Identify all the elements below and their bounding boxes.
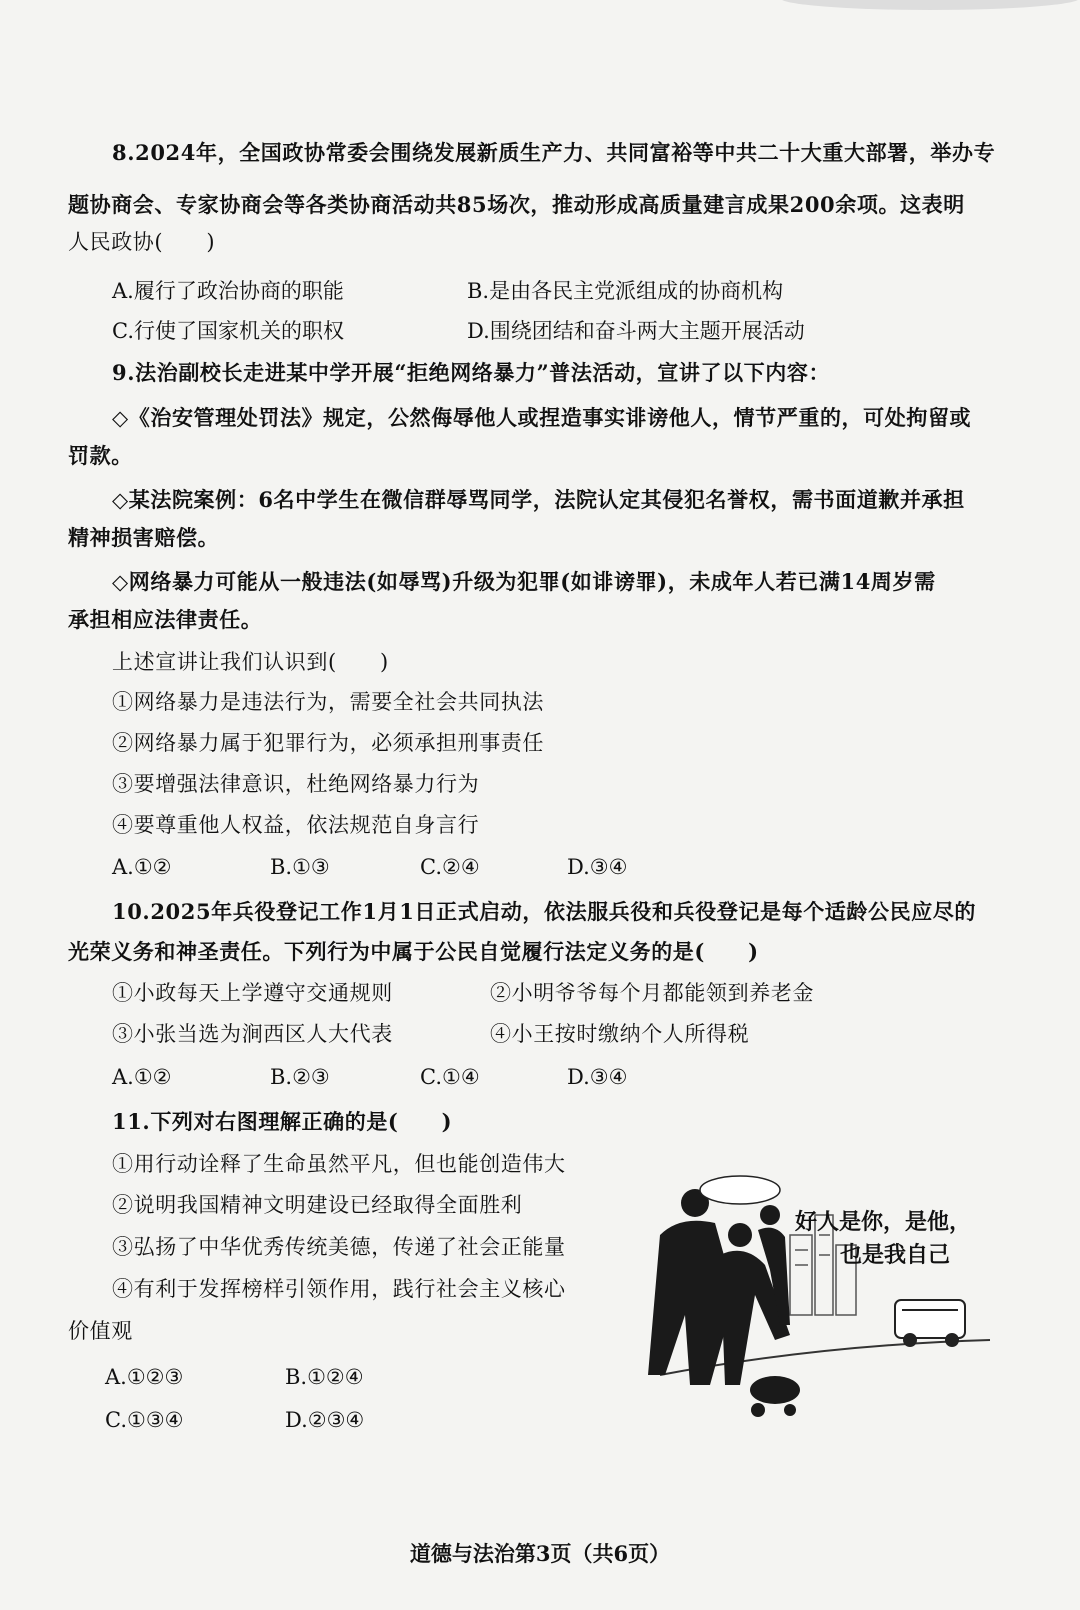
q9-statement-1: ①网络暴力是违法行为，需要全社会共同执法 (112, 690, 544, 714)
q9-point2-line2: 精神损害赔偿。 (68, 525, 220, 550)
q9-statement-2: ②网络暴力属于犯罪行为，必须承担刑事责任 (112, 731, 544, 755)
q8-line2: 题协商会、专家协商会等各类协商活动共85场次，推动形成高质量建言成果200余项。这表明 (68, 192, 965, 217)
q10-statement-1: ①小政每天上学遵守交通规则 (112, 981, 393, 1005)
q10-statement-2: ②小明爷爷每个月都能领到养老金 (490, 981, 814, 1005)
q9-point1-line2: 罚款。 (68, 443, 133, 468)
page-footer: 道德与法治第3页（共6页） (409, 1541, 671, 1566)
q8-line1: 8.2024年，全国政协常委会围绕发展新质生产力、共同富裕等中共二十大重大部署，举办专 (112, 140, 996, 165)
q10-option-c: C.①④ (420, 1065, 480, 1089)
q10-line2: 光荣义务和神圣责任。下列行为中属于公民自觉履行法定义务的是( ) (68, 939, 759, 964)
q9-option-d: D.③④ (567, 855, 628, 879)
q9-point3-line2: 承担相应法律责任。 (68, 607, 263, 632)
q10-statement-4: ④小王按时缴纳个人所得税 (490, 1022, 750, 1046)
q9-ask: 上述宣讲让我们认识到( ) (112, 650, 389, 674)
q9-stem: 9.法治副校长走进某中学开展“拒绝网络暴力”普法活动，宣讲了以下内容： (112, 360, 831, 385)
q11-statement-2: ②说明我国精神文明建设已经取得全面胜利 (112, 1193, 523, 1217)
q11-statement-4-line2: 价值观 (68, 1319, 133, 1343)
q10-statement-3: ③小张当选为涧西区人大代表 (112, 1022, 393, 1046)
q11-statement-1: ①用行动诠释了生命虽然平凡，但也能创造伟大 (112, 1152, 566, 1176)
q8-option-a: A.履行了政治协商的职能 (112, 279, 344, 303)
q11-option-b: B.①②④ (285, 1365, 364, 1389)
q11-option-a: A.①②③ (105, 1365, 184, 1389)
q11-stem: 11.下列对右图理解正确的是( ) (112, 1109, 453, 1134)
q9-option-b: B.①③ (270, 855, 330, 879)
cartoon-caption-line2: 也是我自己 (840, 1243, 951, 1268)
q11-statement-3: ③弘扬了中华优秀传统美德，传递了社会正能量 (112, 1235, 566, 1259)
q9-point1-line1: ◇《治安管理处罚法》规定，公然侮辱他人或捏造事实诽谤他人，情节严重的，可处拘留或 (112, 405, 972, 430)
q9-statement-3: ③要增强法律意识，杜绝网络暴力行为 (112, 772, 480, 796)
q8-line3: 人民政协( ) (68, 230, 216, 254)
q8-option-c: C.行使了国家机关的职权 (112, 319, 344, 343)
q9-option-a: A.①② (112, 855, 172, 879)
q9-point2-line1: ◇某法院案例：6名中学生在微信群辱骂同学，法院认定其侵犯名誉权，需书面道歉并承担 (112, 487, 965, 512)
cartoon-illustration (640, 1175, 1000, 1425)
q10-option-b: B.②③ (270, 1065, 330, 1089)
q10-option-d: D.③④ (567, 1065, 628, 1089)
q10-line1: 10.2025年兵役登记工作1月1日正式启动，依法服兵役和兵役登记是每个适龄公民应尽的 (112, 899, 977, 924)
q11-statement-4-line1: ④有利于发挥榜样引领作用，践行社会主义核心 (112, 1277, 566, 1301)
q8-option-b: B.是由各民主党派组成的协商机构 (467, 279, 784, 303)
cartoon-caption-line1: 好人是你，是他， (795, 1210, 972, 1235)
q11-option-c: C.①③④ (105, 1408, 184, 1432)
q8-option-d: D.围绕团结和奋斗两大主题开展活动 (467, 319, 805, 343)
q11-option-d: D.②③④ (285, 1408, 365, 1432)
q9-statement-4: ④要尊重他人权益，依法规范自身言行 (112, 813, 480, 837)
q10-option-a: A.①② (112, 1065, 172, 1089)
scan-smudge (780, 0, 1080, 10)
q9-point3-line1: ◇网络暴力可能从一般违法(如辱骂)升级为犯罪(如诽谤罪)，未成年人若已满14周岁需 (112, 569, 936, 594)
q9-option-c: C.②④ (420, 855, 480, 879)
